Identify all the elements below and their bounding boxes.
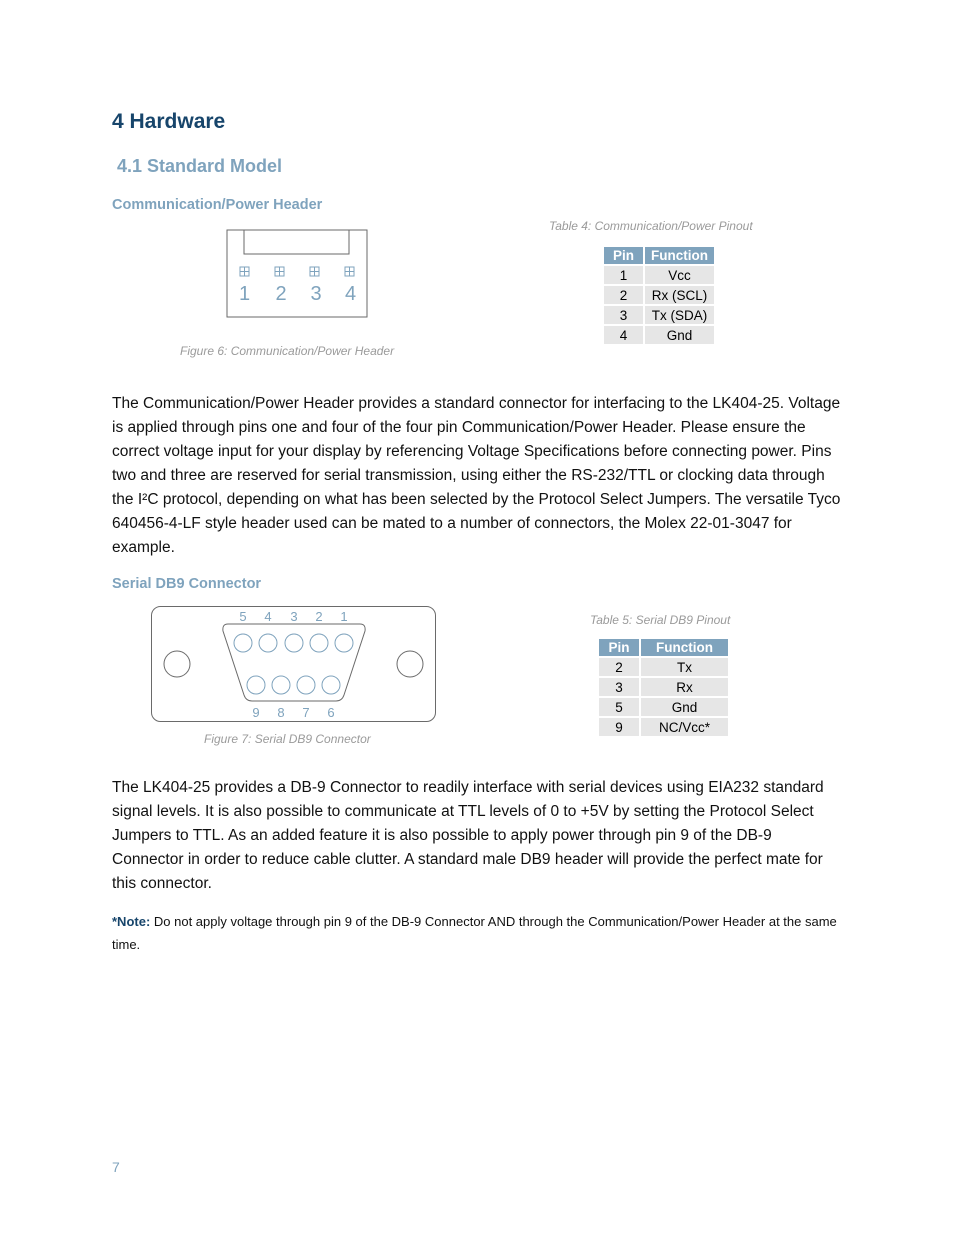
note-block bbox=[112, 910, 847, 956]
pin-label: 9 bbox=[252, 705, 260, 720]
subsection-heading: 4.1 Standard Model bbox=[117, 156, 283, 176]
pin-label: 1 bbox=[238, 283, 251, 305]
pin-label: 8 bbox=[277, 705, 285, 720]
pin-socket-2 bbox=[310, 634, 328, 652]
pin-label: 3 bbox=[290, 609, 298, 624]
function-cell: Tx (SDA) bbox=[645, 306, 714, 324]
pin-socket-9 bbox=[247, 676, 265, 694]
function-cell: Gnd bbox=[645, 326, 714, 344]
pin-socket-3 bbox=[285, 634, 303, 652]
comm-header-diagram bbox=[226, 229, 369, 319]
function-cell: Gnd bbox=[641, 698, 728, 716]
column-header: Pin bbox=[599, 639, 639, 656]
pin-label: 4 bbox=[344, 283, 357, 305]
note-text: Do not apply voltage through pin 9 of the DB-9 Connector AND through the Communication/Power Header at the same time. bbox=[112, 914, 837, 952]
table-row bbox=[604, 266, 714, 284]
mounting-hole-right bbox=[397, 651, 423, 677]
figure-caption: Figure 6: Communication/Power Header bbox=[180, 344, 395, 358]
pin-cell: 5 bbox=[599, 698, 639, 716]
paragraph-text: The Communication/Power Header provides a standard connector for interfacing to the LK404-25. Voltage is applied through pins one and four of the four pin Communication/Power Header. Please ensure the correct voltage input for your display by referencing Voltage Specifications before connecting power. Pins two and three are reserved for serial transmission, using either the RS-232/TTL or clocking data through the I²C protocol, depending on what has been selected by the Protocol Select Jumpers. The versatile Tyco 640456-4-LF style header used can be mated to a number of connectors, the Molex 22-01-3047 for example. bbox=[112, 395, 841, 556]
pin-marker-3 bbox=[310, 267, 319, 276]
pin-cell: 4 bbox=[604, 326, 643, 344]
pin-cell: 3 bbox=[604, 306, 643, 324]
pin-marker-4 bbox=[345, 267, 354, 276]
comm-header-heading: Communication/Power Header bbox=[112, 197, 323, 213]
pin-socket-6 bbox=[322, 676, 340, 694]
pin-socket-4 bbox=[259, 634, 277, 652]
table-row bbox=[599, 698, 728, 716]
pin-cell: 2 bbox=[599, 658, 639, 676]
function-cell: Tx bbox=[641, 658, 728, 676]
db9-shell bbox=[223, 624, 365, 701]
pin-label: 3 bbox=[310, 283, 322, 305]
function-cell: NC/Vcc* bbox=[641, 718, 728, 736]
db9-heading: Serial DB9 Connector bbox=[112, 576, 262, 592]
pin-label: 7 bbox=[302, 705, 310, 720]
note-label: *Note: bbox=[112, 914, 151, 929]
pin-label: 5 bbox=[239, 609, 247, 624]
table-header-row bbox=[604, 247, 714, 264]
table-row bbox=[599, 678, 728, 696]
comm-header-paragraph bbox=[112, 392, 847, 560]
pin-label: 6 bbox=[327, 705, 335, 720]
table-row bbox=[599, 718, 728, 736]
pin-socket-1 bbox=[335, 634, 353, 652]
function-cell: Rx (SCL) bbox=[645, 286, 714, 304]
pin-cell: 1 bbox=[604, 266, 643, 284]
column-header: Pin bbox=[604, 247, 643, 264]
column-header: Function bbox=[641, 639, 728, 656]
figure-caption: Figure 7: Serial DB9 Connector bbox=[204, 732, 371, 746]
table-caption: Table 5: Serial DB9 Pinout bbox=[590, 613, 731, 627]
comm-pinout-table bbox=[602, 245, 716, 346]
pin-label: 2 bbox=[275, 283, 287, 305]
column-header: Function bbox=[645, 247, 714, 264]
table-row bbox=[599, 658, 728, 676]
section-heading: 4 Hardware bbox=[112, 110, 226, 133]
table-row bbox=[604, 326, 714, 344]
table-row bbox=[604, 286, 714, 304]
page-number: 7 bbox=[112, 1159, 120, 1175]
table-header-row bbox=[599, 639, 728, 656]
table-row bbox=[604, 306, 714, 324]
pin-socket-8 bbox=[272, 676, 290, 694]
db9-paragraph bbox=[112, 776, 847, 896]
pin-cell: 3 bbox=[599, 678, 639, 696]
pin-label: 4 bbox=[264, 609, 272, 624]
pin-label: 2 bbox=[315, 609, 323, 624]
paragraph-text: The LK404-25 provides a DB-9 Connector to readily interface with serial devices using EIA232 standard signal levels. It is also possible to communicate at TTL levels of 0 to +5V by setting the Protocol Select Jumpers to TTL. As an added feature it is also possible to apply power through pin 9 of the DB-9 Connector in order to reduce cable clutter. A standard male DB9 header will provide the perfect mate for this connector. bbox=[112, 779, 824, 892]
function-cell: Vcc bbox=[645, 266, 714, 284]
pin-socket-7 bbox=[297, 676, 315, 694]
pin-cell: 9 bbox=[599, 718, 639, 736]
db9-connector-diagram bbox=[150, 605, 438, 725]
mounting-hole-left bbox=[164, 651, 190, 677]
function-cell: Rx bbox=[641, 678, 728, 696]
db9-pinout-table bbox=[597, 637, 730, 738]
pin-marker-2 bbox=[275, 267, 284, 276]
pin-marker-1 bbox=[240, 267, 249, 276]
pin-label: 1 bbox=[340, 609, 348, 624]
pin-cell: 2 bbox=[604, 286, 643, 304]
pin-socket-5 bbox=[234, 634, 252, 652]
header-latch bbox=[244, 230, 349, 254]
table-caption: Table 4: Communication/Power Pinout bbox=[549, 219, 753, 233]
